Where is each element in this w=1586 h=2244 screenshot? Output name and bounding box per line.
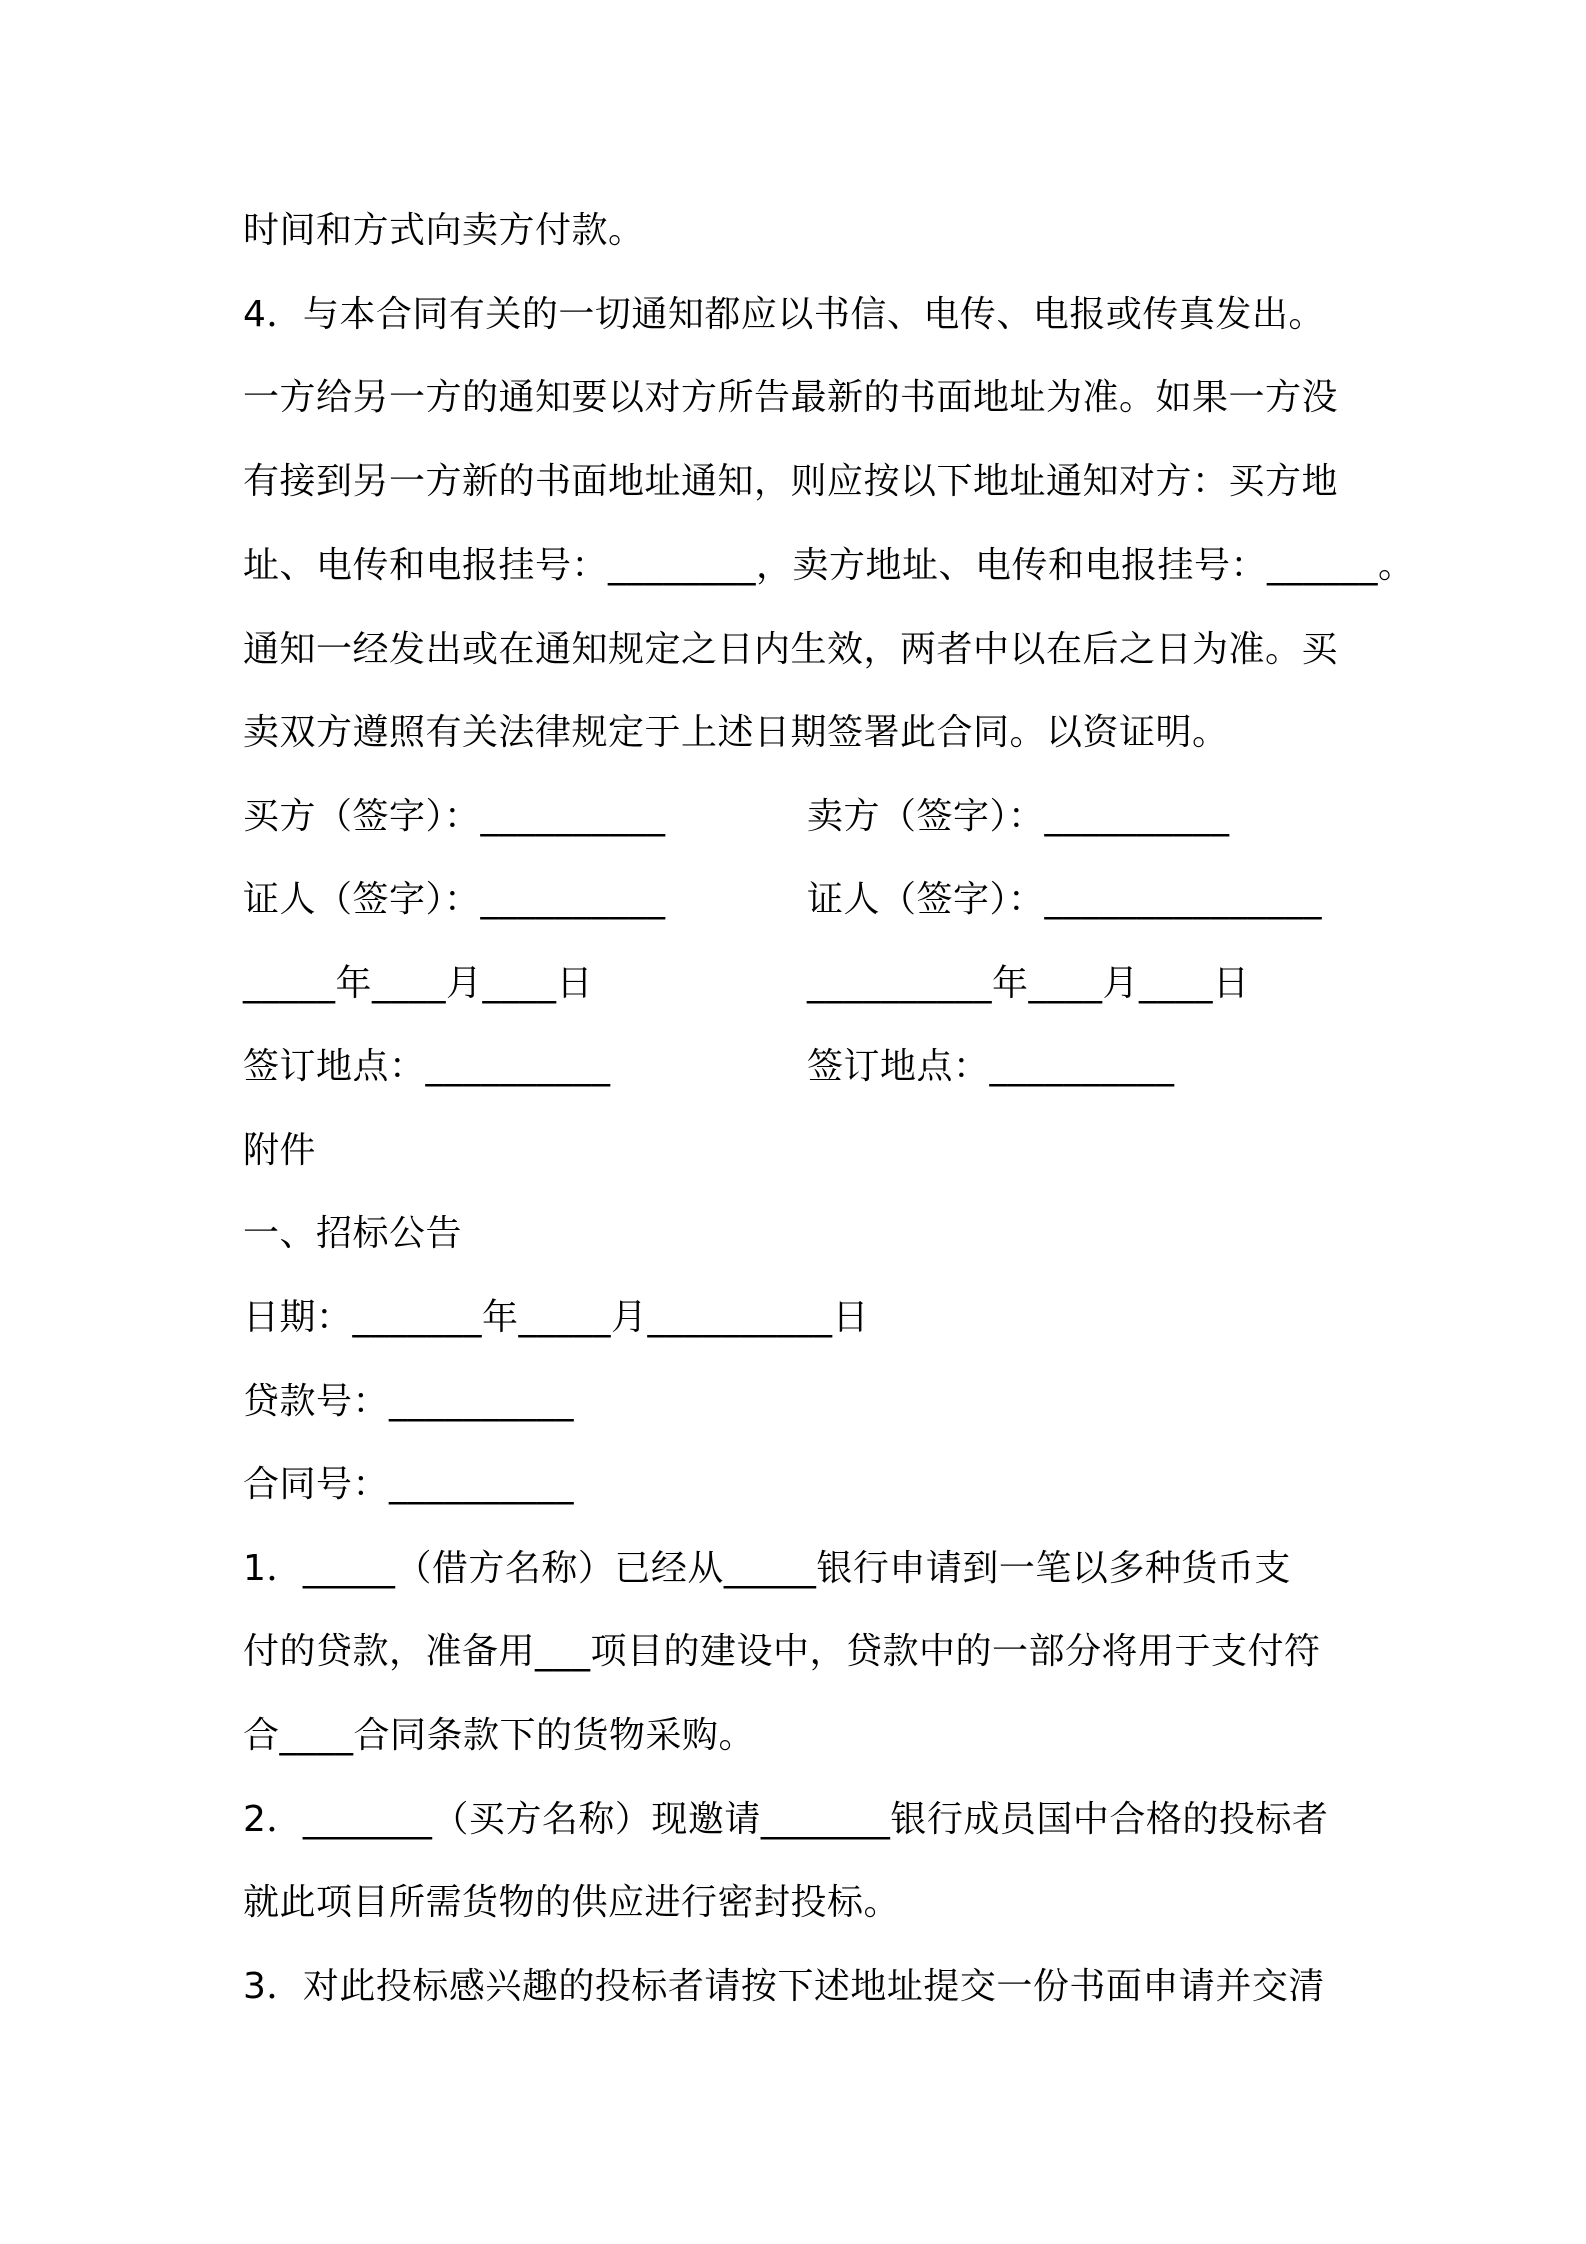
paragraph-line: 时间和方式向卖方付款。 [243,210,645,251]
appendix-date: 日期：_______年_____月__________日 [243,1297,870,1338]
paragraph-line: 合____合同条款下的货物采购。 [243,1715,756,1756]
paragraph-line: 通知一经发出或在通知规定之日内生效，两者中以在后之日为准。买 [243,629,1339,670]
paragraph-line: 卖双方遵照有关法律规定于上述日期签署此合同。以资证明。 [243,712,1229,753]
paragraph-line: 付的贷款，准备用___项目的建设中，贷款中的一部分将用于支付符 [243,1631,1321,1672]
paragraph-line: 有接到另一方新的书面地址通知，则应按以下地址通知对方：买方地 [243,461,1339,502]
witness-right-signature: 证人（签字）：_______________ [807,879,1323,920]
contract-number: 合同号：__________ [243,1464,575,1505]
seller-signature: 卖方（签字）：__________ [807,796,1230,837]
date-left: _____年____月____日 [243,963,594,1004]
appendix-title: 附件 [243,1130,317,1171]
loan-number: 贷款号：__________ [243,1381,575,1422]
section-heading: 一、招标公告 [243,1213,463,1254]
signature-row-place [243,1043,1363,1091]
paragraph-line: 4．与本合同有关的一切通知都应以书信、电传、电报或传真发出。 [243,294,1325,335]
signature-row-witness [243,876,1363,924]
signature-row-date [243,960,1363,1008]
date-right: __________年____月____日 [807,963,1250,1004]
signature-row-parties [243,793,1363,841]
place-left: 签订地点：__________ [243,1046,611,1087]
paragraph-line: 3．对此投标感兴趣的投标者请按下述地址提交一份书面申请并交清 [243,1966,1325,2007]
paragraph-line: 址、电传和电报挂号：________，卖方地址、电传和电报挂号：______。 [243,545,1415,586]
place-right: 签订地点：__________ [807,1046,1175,1087]
witness-left-signature: 证人（签字）：__________ [243,879,666,920]
paragraph-line: 就此项目所需货物的供应进行密封投标。 [243,1882,901,1923]
buyer-signature: 买方（签字）：__________ [243,796,666,837]
paragraph-line: 一方给另一方的通知要以对方所告最新的书面地址为准。如果一方没 [243,377,1339,418]
paragraph-line: 2．_______（买方名称）现邀请_______银行成员国中合格的投标者 [243,1799,1329,1840]
paragraph-line: 1．_____（借方名称）已经从_____银行申请到一笔以多种货币支 [243,1548,1291,1589]
